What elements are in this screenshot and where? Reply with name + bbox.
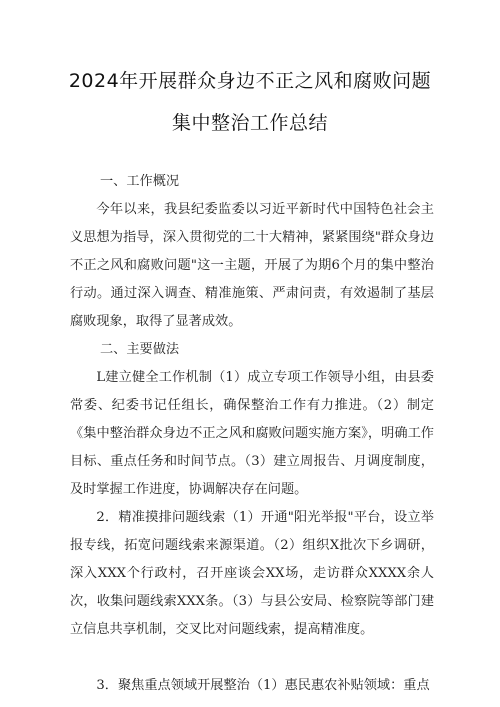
document-title-line-1: 2024年开展群众身边不正之风和腐败问题: [68, 70, 432, 92]
section-1-paragraph: [70, 196, 434, 336]
section-1-paragraph-text: 今年以来，我县纪委监委以习近平新时代中国特色社会主义思想为指导，深入贯彻党的二十大精神，紧紧围绕"群众身边不正之风和腐败问题"这一主题，开展了为期6个月的集中整治行动。通过深入调查、精准施策、严肃问责，有效遏制了基层腐败现象，取得了显著成效。: [70, 202, 434, 329]
section-2-item-2-text: 2．精准摸排问题线索（1）开通"阳光举报"平台，设立举报专线，拓宽问题线索来源渠道。（2）组织X批次下乡调研，深入XXX个行政村，召开座谈会XX场，走访群众XXXX余人次，收集问题线索XXX条。（3）与县公安局、检察院等部门建立信息共享机制，交叉比对问题线索，提高精准度。: [70, 510, 434, 637]
document-title-line-2: 集中整治工作总结: [171, 112, 328, 134]
section-1-heading: 一、工作概况: [100, 174, 180, 189]
section-2-item-3: [70, 672, 434, 700]
section-2-item-3-text: 3．聚焦重点领域开展整治（1）惠民惠农补贴领域：重点: [96, 678, 430, 693]
section-2-item-1: [70, 364, 434, 504]
section-2-heading: 二、主要做法: [100, 342, 180, 357]
section-2-item-1-text: L建立健全工作机制（1）成立专项工作领导小组，由县委常委、纪委书记任组长，确保整治工作有力推进。（2）制定《集中整治群众身边不正之风和腐败问题实施方案》，明确工作目标、重点任务和时间节点。（3）建立周报告、月调度制度，及时掌握工作进度，协调解决存在问题。: [70, 370, 434, 497]
section-2-item-2: [70, 504, 434, 644]
